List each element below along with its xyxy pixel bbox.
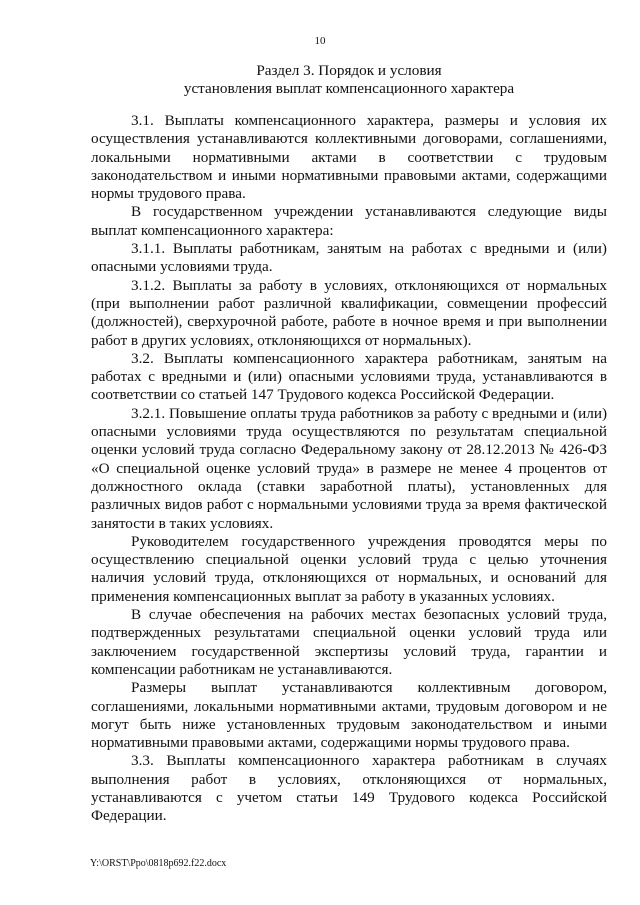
section-title [91,62,607,98]
paragraph-3-2: 3.2. Выплаты компенсационного характера работникам, занятым на работах с вредными и (или) опасными условиями труда, устанавливаются в соответствии со статьей 147 Трудового кодекса Российской Федерации. [91,349,607,404]
paragraph-safe-conditions: В случае обеспечения на рабочих местах безопасных условий труда, подтвержденных результатами специальной оценки условий труда или заключением государственной экспертизы условий труда, гарантии и компенсации работникам не устанавливаются. [91,606,607,678]
paragraph-3-1-1: 3.1.1. Выплаты работникам, занятым на работах с вредными и (или) опасными условиями труда. [91,240,607,276]
footer-file-path: Y:\ORST\Ppo\0818p692.f22.docx [90,858,227,869]
paragraph-3-1-2: 3.1.2. Выплаты за работу в условиях, отклоняющихся от нормальных (при выполнении работ различной квалификации, совмещении профессий (должностей), сверхурочной работе, работе в ночное время и при выполнении работ в других условиях, отклоняющихся от нормальных). [91,276,607,349]
paragraph-types-intro: В государственном учреждении устанавливаются следующие виды выплат компенсационного характера: [91,203,607,239]
page-number: 10 [314,35,326,47]
paragraph-3-3: 3.3. Выплаты компенсационного характера работникам в случаях выполнения работ в условиях, отклоняющихся от нормальных, устанавливаются с учетом статьи 149 Трудового кодекса Российской Федерации. [91,752,607,825]
paragraph-head-measures: Руководителем государственного учреждения проводятся меры по осуществлению специальной оценки условий труда с целью уточнения наличия условий труда, отклоняющихся от нормальных, и оснований для применения компенсационных выплат за работу в указанных условиях. [91,532,607,605]
document-body [91,112,607,826]
paragraph-payment-sizes: Размеры выплат устанавливаются коллективным договором, соглашениями, локальными нормативными актами, трудовым договором и не могут быть ниже установленных трудовым законодательством и иными нормативными правовыми актами, содержащими нормы трудового права. [91,679,607,752]
section-title-line-1: Раздел 3. Порядок и условия [256,62,442,79]
paragraph-3-2-1: 3.2.1. Повышение оплаты труда работников за работу с вредными и (или) опасными условиями труда осуществляются по результатам специальной оценки условий труда согласно Федеральному закону от 28.12.2013 № 426-ФЗ «О специальной оценке условий труда» в размере не менее 4 процентов от должностного оклада (ставки заработной платы), установленных для различных видов работ с нормальными условиями труда за время фактической занятости в таких условиях. [91,404,607,532]
section-title-line-2: установления выплат компенсационного характера [183,80,515,97]
paragraph-3-1: 3.1. Выплаты компенсационного характера, размеры и условия их осуществления устанавливаются коллективными договорами, соглашениями, локальными нормативными актами в соответствии с трудовым законодательством и иными нормативными правовыми актами, содержащими нормы трудового права. [91,112,607,203]
